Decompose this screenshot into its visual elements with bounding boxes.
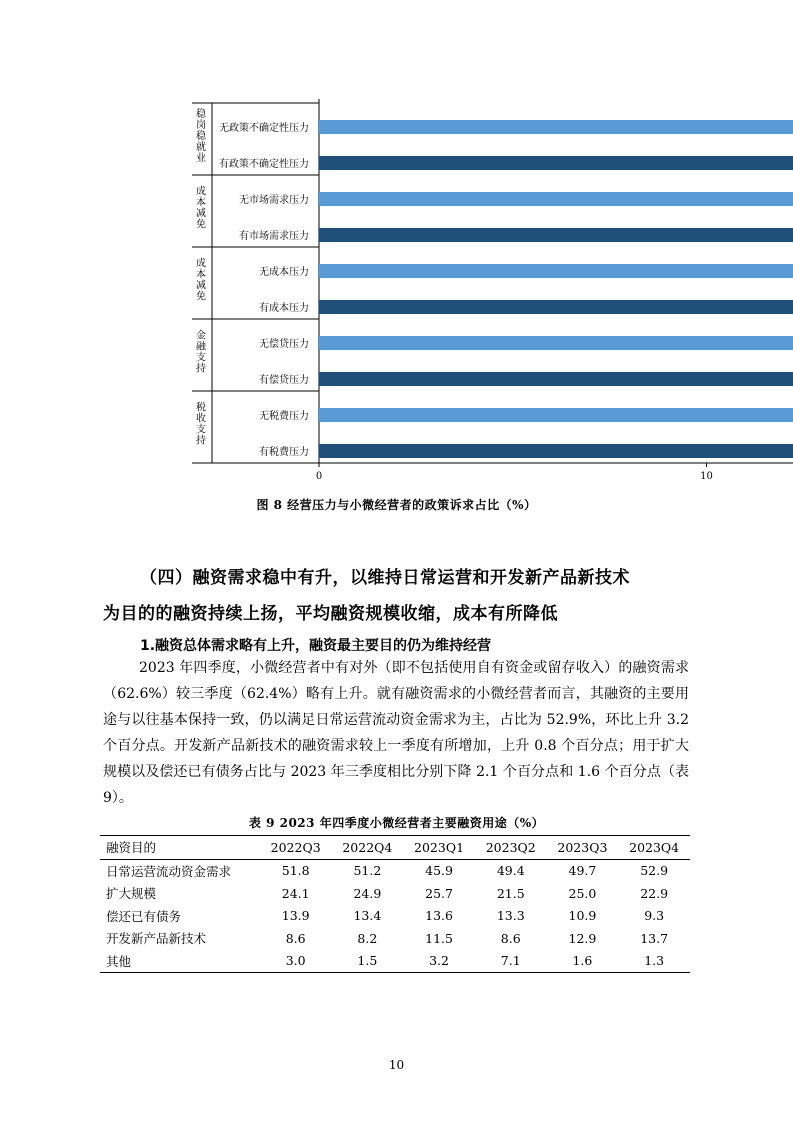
table-cell: 8.6 xyxy=(285,930,306,946)
table-cell: 49.4 xyxy=(496,863,525,879)
bar xyxy=(319,372,793,386)
body-paragraph: 2023 年四季度，小微经营者中有对外（即不包括使用自有资金或留存收入）的融资需求（62.6%）较三季度（62.4%）略有上升。就有融资需求的小微经营者而言，其融资的主要用途与以往基本保持一致，仍以满足日常运营流动资金需求为主，占比为 52.9%，环比上升 3.2 个百分点。开发新产品新技术的融资需求较上一季度有所增加，上升 0.8 个百分点；用于扩大规模以及偿还已有债务占比与 2023 年三季度相比分别下降 2.1 个百分点和 1.6 个百分点（表 9）。 xyxy=(103,660,689,806)
bar-category-label: 有市场需求压力 xyxy=(239,231,309,242)
bar xyxy=(319,120,793,134)
section-heading-line1: （四）融资需求稳中有升，以维持日常运营和开发新产品新技术 xyxy=(140,568,630,588)
bar xyxy=(319,156,793,170)
table-cell: 1.6 xyxy=(572,953,593,969)
bar xyxy=(319,192,793,206)
table-cell: 49.7 xyxy=(568,863,597,879)
table-cell: 25.0 xyxy=(568,885,597,901)
header-cell: 2022Q4 xyxy=(342,839,393,855)
bar xyxy=(319,300,793,314)
table-cell: 1.3 xyxy=(644,953,665,969)
page-number: 10 xyxy=(388,1058,405,1072)
x-tick-label: 0 xyxy=(315,471,323,482)
bar-category-label: 无偿贷压力 xyxy=(259,339,309,350)
table-cell: 51.8 xyxy=(281,863,310,879)
table-cell: 24.1 xyxy=(281,885,310,901)
bar xyxy=(319,264,793,278)
subheading: 1.融资总体需求略有上升，融资最主要目的仍为维持经营 xyxy=(140,638,492,654)
x-tick-label: 10 xyxy=(700,471,713,482)
bar-category-label: 无成本压力 xyxy=(259,267,309,278)
header-cell: 2023Q4 xyxy=(629,839,680,855)
table-header-row xyxy=(100,836,690,860)
bar xyxy=(319,228,793,242)
table-cell: 51.2 xyxy=(353,863,382,879)
table-cell: 3.2 xyxy=(429,953,449,969)
bar-category-label: 有偿贷压力 xyxy=(259,375,309,386)
table-cell: 偿还已有债务 xyxy=(106,908,182,924)
bar-category-label: 有税费压力 xyxy=(259,447,309,458)
table-cell: 52.9 xyxy=(640,863,669,879)
table-row xyxy=(100,905,690,928)
header-cell: 2023Q3 xyxy=(557,839,608,855)
table-row xyxy=(100,859,690,882)
bar-category-label: 有成本压力 xyxy=(259,303,309,314)
table-cell: 25.7 xyxy=(425,885,453,901)
header-cell: 2023Q2 xyxy=(485,839,536,855)
table-cell: 11.5 xyxy=(425,930,453,946)
bar-category-label: 有政策不确定性压力 xyxy=(219,159,309,170)
table-cell: 13.3 xyxy=(496,908,525,924)
group-label: 成本减免 xyxy=(196,258,206,303)
table-caption: 表 9 2023 年四季度小微经营者主要融资用途（%） xyxy=(248,816,545,830)
bar xyxy=(319,444,793,458)
table-cell: 13.4 xyxy=(353,908,382,924)
table-row xyxy=(100,950,690,973)
table-cell: 10.9 xyxy=(568,908,597,924)
table-cell: 21.5 xyxy=(496,885,525,901)
header-cell: 融资目的 xyxy=(106,840,157,856)
bar-category-label: 无政策不确定性压力 xyxy=(219,123,309,134)
header-cell: 2023Q1 xyxy=(414,839,465,855)
table-cell: 13.6 xyxy=(425,908,453,924)
section-heading-line2: 为目的的融资持续上扬，平均融资规模收缩，成本有所降低 xyxy=(103,604,558,624)
group-label: 稳岗稳就业 xyxy=(196,109,206,164)
figure-caption: 图 8 经营压力与小微经营者的政策诉求占比（%） xyxy=(256,498,537,512)
table-cell: 9.3 xyxy=(644,908,665,924)
table-cell: 日常运营流动资金需求 xyxy=(106,863,232,879)
bar xyxy=(319,408,793,422)
table-cell: 13.7 xyxy=(640,930,669,946)
table-cell: 其他 xyxy=(106,953,132,969)
table-cell: 扩大规模 xyxy=(106,886,157,902)
bar xyxy=(319,336,793,350)
table-cell: 45.9 xyxy=(425,863,453,879)
header-cell: 2022Q3 xyxy=(270,839,321,855)
table-cell: 22.9 xyxy=(640,885,669,901)
bar-category-label: 无税费压力 xyxy=(259,411,309,422)
table-cell: 7.1 xyxy=(500,953,521,969)
policy-demand-chart xyxy=(0,0,793,500)
table-cell: 24.9 xyxy=(353,885,382,901)
table-cell: 1.5 xyxy=(357,953,378,969)
table-cell: 8.2 xyxy=(357,930,378,946)
table-cell: 12.9 xyxy=(568,930,597,946)
table-cell: 3.0 xyxy=(285,953,306,969)
table-row xyxy=(100,927,690,950)
group-label: 成本减免 xyxy=(196,186,206,231)
group-label: 税收支持 xyxy=(196,402,206,447)
table-cell: 8.6 xyxy=(500,930,521,946)
table-row xyxy=(100,882,690,905)
table-cell: 开发新产品新技术 xyxy=(106,931,207,947)
bar-category-label: 无市场需求压力 xyxy=(239,195,309,206)
group-label: 金融支持 xyxy=(196,330,206,375)
table-cell: 13.9 xyxy=(281,908,310,924)
financing-purpose-table xyxy=(100,835,690,973)
